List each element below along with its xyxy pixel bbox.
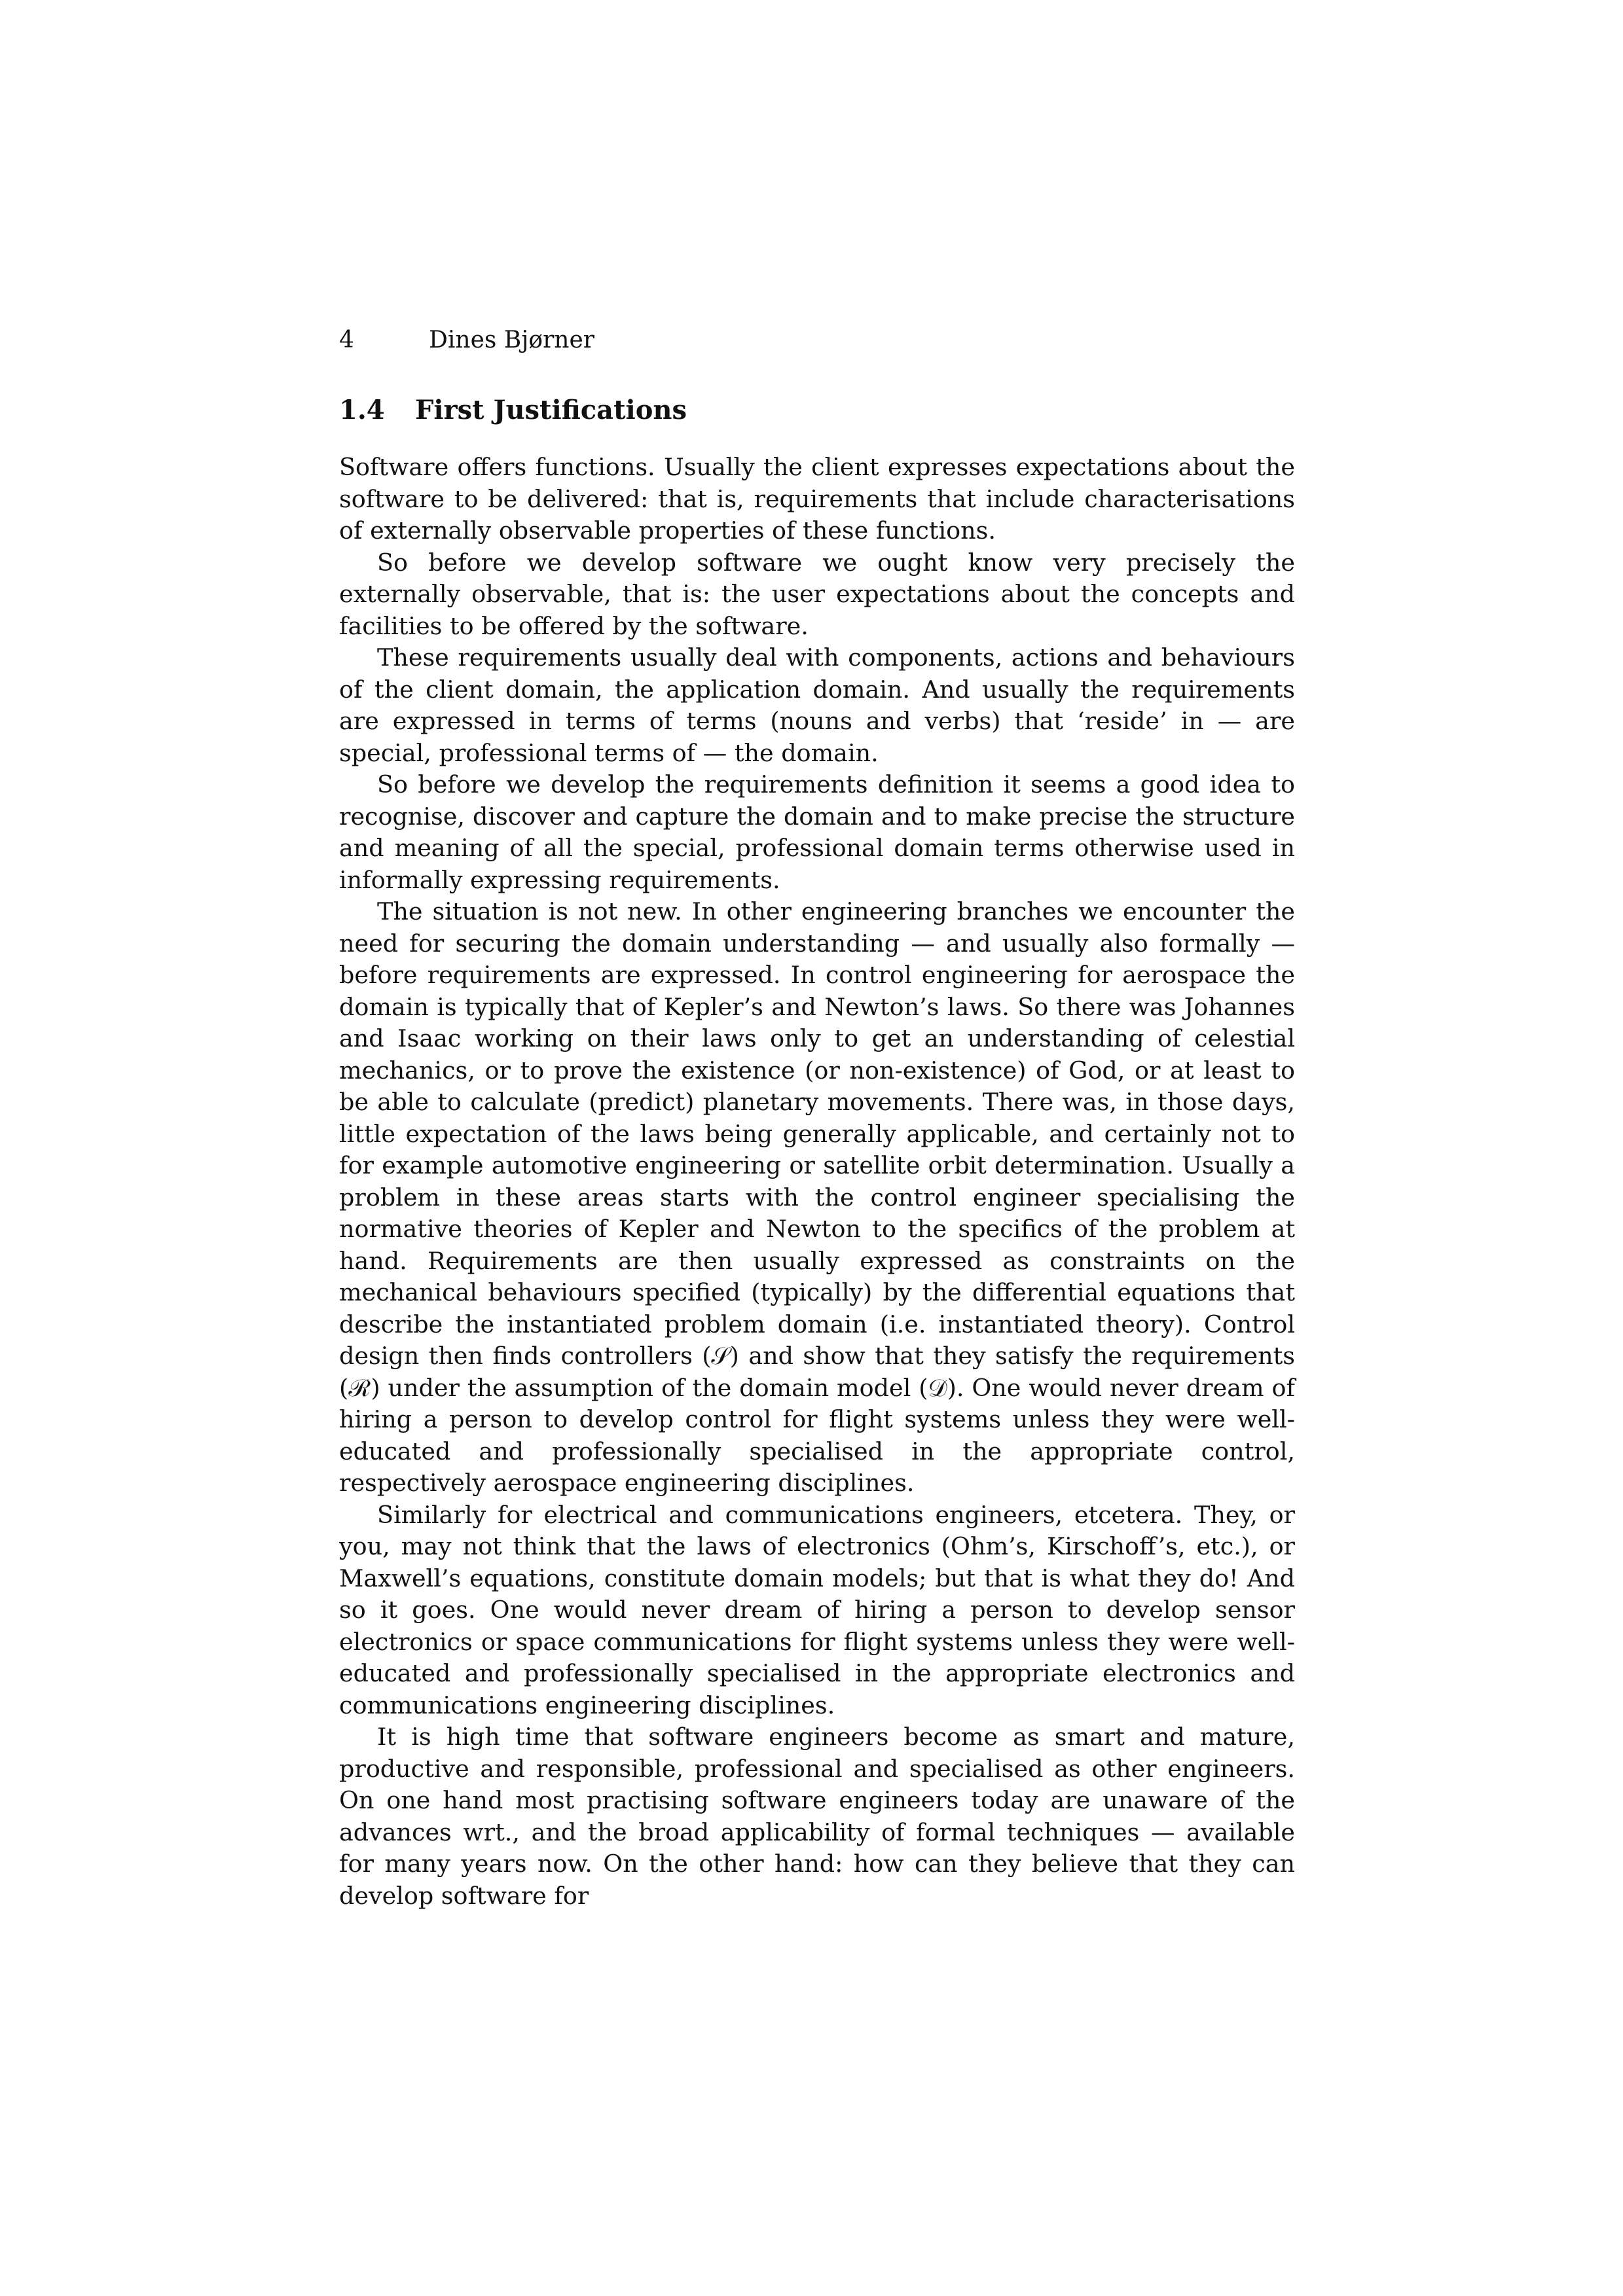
paragraph-user-expectations: So before we develop software we ought know very precisely the externally observable, that is: the user expectations about the concepts and facilities to be offered by the software. [339, 548, 1295, 640]
section-title: First Justifications [414, 395, 687, 425]
book-page [339, 321, 1295, 1912]
section-heading [339, 387, 1295, 433]
paragraph-control-engineering: The situation is not new. In other engineering branches we encounter the need for securing the domain understanding — and usually also formally — before requirements are expressed. In control engineering for aerospace the domain is typically that of Kepler’s and Newton’s laws. So there was Johannes and Isaac working on their laws only to get an understanding of celestial mechanics, or to prove the existence (or non-existence) of God, or at least to be able to calculate (predict) planetary movements. There was, in those days, little expectation of the laws being generally applicable, and certainly not to for example automotive engineering or satellite orbit determination. Usually a problem in these areas starts with the control engineer specialising the normative theories of Kepler and Newton to the specifics of the problem at hand. Requirements are then usually expressed as constraints on the mechanical behaviours specified (typically) by the differential equations that describe the instantiated problem domain (i.e. instantiated theory). Control design then finds controllers (𝒮) and show that they satisfy the requirements (ℛ) under the assumption of the domain model (𝒟). One would never dream of hiring a person to develop control for flight systems unless they were well-educated and professionally specialised in the appropriate control, respectively aerospace engineering disciplines. [339, 897, 1295, 1497]
body-text [339, 452, 1295, 1912]
page-number: 4 [339, 327, 354, 353]
running-head [339, 321, 1295, 360]
paragraph-client-expectations: Software offers functions. Usually the client expresses expectations about the software to be delivered: that is, requirements that include characterisations of externally observable properties of these functions. [339, 453, 1295, 545]
paragraph-software-engineers: It is high time that software engineers become as smart and mature, productive and responsible, professional and specialised as other engineers. On one hand most practising software engineers today are unaware of the advances wrt., and the broad applicability of formal techniques — available for many years now. On the other hand: how can they believe that they can develop software for [339, 1723, 1295, 1910]
paragraph-domain-capture: So before we develop the requirements definition it seems a good idea to recognise, discover and capture the domain and to make precise the structure and meaning of all the special, professional domain terms otherwise used in informally expressing requirements. [339, 770, 1295, 894]
section-number: 1.4 [339, 395, 385, 425]
running-head-author: Dines Bjørner [429, 327, 594, 353]
paragraph-electrical-engineering: Similarly for electrical and communications engineers, etcetera. They, or you, may not think that the laws of electronics (Ohm’s, Kirschoff’s, etc.), or Maxwell’s equations, constitute domain models; but that is what they do! And so it goes. One would never dream of hiring a person to develop sensor electronics or space communications for flight systems unless they were well-educated and professionally specialised in the appropriate electronics and communications engineering disciplines. [339, 1500, 1295, 1719]
paragraph-requirements-terms: These requirements usually deal with components, actions and behaviours of the client domain, the application domain. And usually the requirements are expressed in terms of terms (nouns and verbs) that ‘reside’ in — are special, professional terms of — the domain. [339, 643, 1295, 767]
